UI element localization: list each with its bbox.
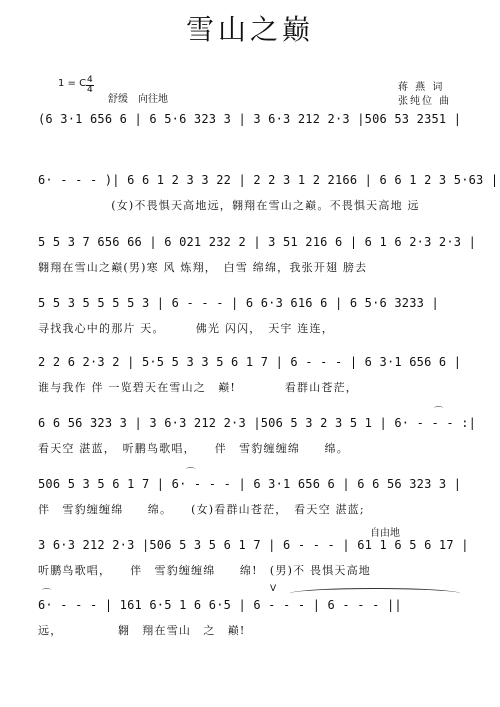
- staff-system-1: [38, 112, 468, 162]
- staff-system-5: [38, 355, 468, 405]
- staff-system-2: [38, 173, 499, 223]
- lyric-line: 谁与我作 伴 一览碧天在雪山之 巅! 看群山苍茫，: [38, 381, 359, 394]
- staff-system-3: [38, 235, 477, 285]
- lyric-line: 伴 雪豹缠缠绵 绵。 (女)看群山苍茫， 看天空 湛蓝;: [38, 503, 365, 516]
- lyric-line: 翱翔在雪山之巅(男)寒 风 炼翔， 白雪 绵绵，我张开翅 膀去: [38, 261, 368, 274]
- fermata-mark: ⌒: [186, 468, 196, 478]
- lyricist-credit: 蒋 燕 词: [398, 82, 445, 93]
- composer-credit: 张纯位 曲: [398, 96, 452, 107]
- notation-line: 3 6·3 212 2·3 |506 5 3 5 6 1 7 | 6 - - - | 61 1 6 5 6 17 |: [38, 538, 469, 552]
- meter-top: 4: [87, 75, 93, 85]
- staff-system-7: [38, 468, 468, 527]
- notation-line: 506 5 3 5 6 1 7 | 6· - - - | 6 3·1 656 6 | 6 6 56 323 3 |: [38, 477, 462, 491]
- lyric-line: 看天空 湛蓝， 听鹏鸟歌唱， 伴 雪豹缠缠绵 绵。: [38, 442, 349, 455]
- time-signature: [86, 76, 94, 95]
- notation-line: 6· - - - )| 6 6 1 2 3 3 22 | 2 2 3 1 2 2166 | 6 6 1 2 3 5·63 |: [38, 173, 499, 187]
- staff-system-6: [38, 407, 477, 466]
- rubato-marking: 自由地: [370, 528, 400, 539]
- staff-system-9: [38, 584, 468, 648]
- lyric-line: 听鹏鸟歌唱， 伴 雪豹缠缠绵 绵! (男)不 畏惧天高地: [38, 564, 371, 577]
- score-title: 雪山之巅: [185, 13, 314, 46]
- lyric-line: 寻找我心中的那片 天。 佛光 闪闪， 天宇 连连，: [38, 322, 334, 335]
- lyric-line: (女)不畏惧天高地远，翱翔在雪山之巅。不畏惧天高地 远: [38, 199, 420, 212]
- notation-line: 5 5 3 5 5 5 5 3 | 6 - - - | 6 6·3 616 6 | 6 5·6 3233 |: [38, 296, 439, 310]
- breath-mark: V: [270, 584, 277, 594]
- notation-line: 6· - - - | 161 6·5 1 6 6·5 | 6 - - - | 6 - - - ||: [38, 598, 402, 612]
- notation-line: (6 3·1 656 6 | 6 5·6 323 3 | 3 6·3 212 2·3 |506 53 2351 |: [38, 112, 462, 126]
- key-signature: 1 = C: [58, 78, 87, 89]
- staff-system-8: [38, 528, 469, 588]
- meter-bottom: 4: [87, 85, 93, 95]
- notation-line: 6 6 56 323 3 | 3 6·3 212 2·3 |506 5 3 2 3 5 1 | 6· - - - :|: [38, 416, 477, 430]
- lyric-line: 远， 翱 翔在雪山 之 巅!: [38, 624, 246, 637]
- fermata-mark: ⌒: [434, 407, 444, 417]
- notation-line: 5 5 3 7 656 66 | 6 021 232 2 | 3 51 216 6 | 6 1 6 2·3 2·3 |: [38, 235, 477, 249]
- tempo-marking: 舒缓 向往地: [108, 94, 168, 105]
- staff-system-4: [38, 296, 468, 346]
- fermata-mark: ⌒: [42, 589, 52, 599]
- notation-line: 2 2 6 2·3 2 | 5·5 5 3 3 5 6 1 7 | 6 - - - | 6 3·1 656 6 |: [38, 355, 462, 369]
